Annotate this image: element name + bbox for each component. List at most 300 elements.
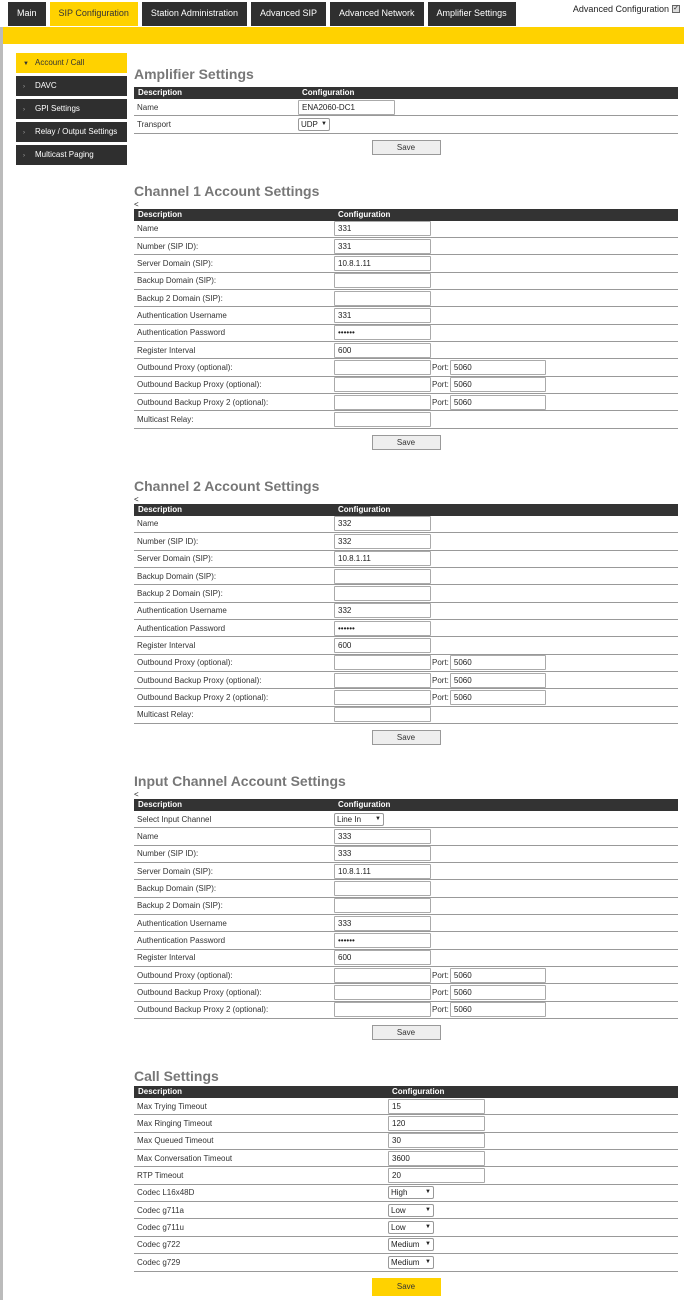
row-value [334, 933, 431, 948]
caret-down-icon: ▼ [23, 61, 29, 67]
sidebar-item-label: Multicast Paging [35, 150, 94, 159]
chevron-down-icon: ▼ [425, 1258, 431, 1265]
transport-select[interactable] [298, 118, 330, 131]
row-value [388, 1133, 485, 1148]
row-value [334, 846, 431, 861]
row-label: Authentication Password [137, 623, 226, 633]
sidebar-item-multicast-paging[interactable] [16, 145, 127, 165]
column-header-description: Description [138, 209, 183, 219]
row-value [334, 586, 431, 601]
row-value [334, 239, 431, 254]
table-row [134, 1202, 678, 1219]
outbound-backup-proxy-2-optional-input[interactable] [334, 690, 431, 705]
table-row [134, 290, 678, 307]
input-value: 120 [392, 1119, 406, 1129]
input-value: 331 [338, 241, 352, 251]
row-value [388, 1221, 434, 1234]
outbound-backup-proxy-optional-input[interactable] [334, 673, 431, 688]
save-button[interactable]: Save [372, 730, 441, 745]
table-row [134, 672, 678, 689]
tab-sip-configuration[interactable]: SIP Configuration [50, 2, 138, 26]
row-value [334, 968, 546, 983]
back-link[interactable]: < [134, 789, 139, 799]
sidebar-item-account-call[interactable] [16, 53, 127, 73]
row-label: Backup Domain (SIP): [137, 276, 217, 286]
section-call-settings [134, 1066, 678, 1295]
port-label: Port: [432, 1005, 449, 1015]
outbound-backup-proxy-optional-port-input[interactable] [450, 673, 546, 688]
table-row [134, 863, 678, 880]
input-value: 10.8.1.11 [338, 866, 371, 876]
port-label: Port: [432, 658, 449, 668]
table-row [134, 967, 678, 984]
row-label: Max Trying Timeout [137, 1101, 207, 1111]
row-label: Register Interval [137, 345, 196, 355]
table-row [134, 238, 678, 255]
row-label: Outbound Proxy (optional): [137, 970, 233, 980]
sidebar-item-label: Relay / Output Settings [35, 127, 118, 136]
row-label: Max Conversation Timeout [137, 1153, 233, 1163]
row-value [334, 360, 546, 375]
row-label: Codec g711a [137, 1205, 184, 1215]
table-row [134, 603, 678, 620]
table-row [134, 1167, 678, 1184]
table-row [134, 846, 678, 863]
outbound-backup-proxy-optional-input[interactable] [334, 377, 431, 392]
table-row [134, 1133, 678, 1150]
register-interval-input[interactable] [334, 638, 431, 653]
row-value [334, 621, 431, 636]
port-value: 5060 [453, 988, 472, 998]
row-value [388, 1099, 485, 1114]
number-sip-id-input[interactable] [334, 534, 431, 549]
row-value [334, 655, 546, 670]
section-amplifier-settings [134, 64, 678, 155]
input-value: 10.8.1.11 [338, 259, 371, 269]
row-label: Name [137, 831, 159, 841]
row-value [334, 308, 431, 323]
tab-main[interactable]: Main [8, 2, 46, 26]
outbound-proxy-optional-input[interactable] [334, 968, 431, 983]
select-input-channel-select[interactable] [334, 813, 384, 826]
accent-bar [3, 27, 684, 44]
save-button[interactable]: Save [372, 1278, 441, 1296]
table-header [134, 209, 678, 221]
row-value [298, 100, 395, 115]
codec-g711a-select[interactable] [388, 1204, 434, 1217]
row-value [334, 673, 546, 688]
save-row [134, 435, 678, 450]
sidebar-item-davc[interactable] [16, 76, 127, 96]
row-value [334, 377, 546, 392]
sidebar-item-label: DAVC [35, 81, 57, 90]
row-value [334, 881, 431, 896]
max-queued-timeout-input[interactable] [388, 1133, 485, 1148]
table-row [134, 950, 678, 967]
advanced-configuration-toggle[interactable] [573, 4, 680, 14]
section-channel-1-account-settings [134, 181, 678, 450]
input-value: 3600 [392, 1153, 410, 1163]
row-label: Backup 2 Domain (SIP): [137, 293, 223, 303]
sidebar-item-label: GPI Settings [35, 104, 80, 113]
selected-option: Medium [391, 1257, 420, 1267]
outbound-proxy-optional-input[interactable] [334, 360, 431, 375]
row-value [334, 343, 431, 358]
table-row [134, 1098, 678, 1115]
back-link[interactable]: < [134, 199, 139, 209]
section-title: Channel 1 Account Settings [134, 182, 320, 199]
chevron-down-icon: ▼ [425, 1189, 431, 1196]
server-domain-sip-input[interactable] [334, 864, 431, 879]
outbound-backup-proxy-2-optional-input[interactable] [334, 395, 431, 410]
row-value [388, 1238, 434, 1251]
sidebar [16, 53, 127, 168]
backup-2-domain-sip-input[interactable] [334, 291, 431, 306]
max-ringing-timeout-input[interactable] [388, 1116, 485, 1131]
column-header-configuration: Configuration [338, 209, 391, 219]
max-trying-timeout-input[interactable] [388, 1099, 485, 1114]
row-label: Backup Domain (SIP): [137, 571, 217, 581]
table-row [134, 116, 678, 133]
server-domain-sip-input[interactable] [334, 551, 431, 566]
table-row [134, 99, 678, 116]
row-value [334, 985, 546, 1000]
tab-amplifier-settings[interactable]: Amplifier Settings [428, 2, 516, 26]
row-value [334, 412, 431, 427]
row-label: Codec g711u [137, 1223, 184, 1233]
row-label: Authentication Username [137, 918, 227, 928]
caret-right-icon: › [23, 107, 25, 113]
table-row [134, 307, 678, 324]
authentication-password-input[interactable] [334, 325, 431, 340]
backup-domain-sip-input[interactable] [334, 273, 431, 288]
tab-advanced-sip[interactable]: Advanced SIP [251, 2, 326, 26]
input-value: 331 [338, 311, 352, 321]
table-row [134, 516, 678, 533]
advanced-configuration-checkbox[interactable]: ✓ [673, 5, 679, 12]
port-label: Port: [432, 988, 449, 998]
table-row [134, 533, 678, 550]
codec-l16x48d-select[interactable] [388, 1186, 434, 1199]
row-label: Outbound Backup Proxy (optional): [137, 988, 262, 998]
port-value: 5060 [453, 658, 472, 668]
table-row [134, 637, 678, 654]
number-sip-id-input[interactable] [334, 846, 431, 861]
row-label: Outbound Backup Proxy 2 (optional): [137, 692, 269, 702]
table-row [134, 689, 678, 706]
table-row [134, 551, 678, 568]
authentication-password-input[interactable] [334, 621, 431, 636]
sidebar-item-gpi-settings[interactable] [16, 99, 127, 119]
multicast-relay-input[interactable] [334, 707, 431, 722]
input-value: •••••• [338, 328, 355, 338]
column-header-description: Description [138, 504, 183, 514]
port-label: Port: [432, 970, 449, 980]
table-row [134, 325, 678, 342]
row-value [334, 273, 431, 288]
tab-station-administration[interactable]: Station Administration [142, 2, 247, 26]
chevron-down-icon: ▼ [375, 815, 381, 822]
input-value: 15 [392, 1101, 401, 1111]
codec-g729-select[interactable] [388, 1256, 434, 1269]
port-label: Port: [432, 380, 449, 390]
outbound-proxy-optional-port-input[interactable] [450, 655, 546, 670]
save-button[interactable]: Save [372, 140, 441, 155]
outbound-proxy-optional-port-input[interactable] [450, 968, 546, 983]
input-value: ENA2060-DC1 [302, 102, 355, 112]
table-row [134, 394, 678, 411]
sidebar-item-relay-output-settings[interactable] [16, 122, 127, 142]
save-button[interactable]: Save [372, 1025, 441, 1040]
table-row [134, 1254, 678, 1271]
table-header [134, 504, 678, 516]
row-value [334, 534, 431, 549]
row-value [388, 1204, 434, 1217]
row-label: Codec g729 [137, 1257, 181, 1267]
row-label: Max Queued Timeout [137, 1136, 214, 1146]
row-label: Number (SIP ID): [137, 536, 199, 546]
port-label: Port: [432, 363, 449, 373]
codec-g722-select[interactable] [388, 1238, 434, 1251]
row-value [334, 603, 431, 618]
row-label: Name [137, 224, 159, 234]
backup-domain-sip-input[interactable] [334, 881, 431, 896]
page-edge [0, 27, 3, 1300]
table-header [134, 799, 678, 811]
input-value: 600 [338, 953, 352, 963]
authentication-username-input[interactable] [334, 308, 431, 323]
table-row [134, 1185, 678, 1202]
section-title: Channel 2 Account Settings [134, 477, 320, 494]
row-value [334, 395, 546, 410]
input-value: 30 [392, 1136, 401, 1146]
row-value [334, 569, 431, 584]
row-label: Outbound Proxy (optional): [137, 363, 233, 373]
port-value: 5060 [453, 1005, 472, 1015]
save-button[interactable]: Save [372, 435, 441, 450]
outbound-backup-proxy-optional-port-input[interactable] [450, 985, 546, 1000]
row-label: Outbound Backup Proxy 2 (optional): [137, 397, 269, 407]
row-label: Name [137, 519, 159, 529]
input-value: 331 [338, 224, 352, 234]
row-label: Backup 2 Domain (SIP): [137, 901, 223, 911]
authentication-username-input[interactable] [334, 603, 431, 618]
register-interval-input[interactable] [334, 343, 431, 358]
row-value [334, 864, 431, 879]
row-label: Server Domain (SIP): [137, 259, 214, 269]
port-label: Port: [432, 692, 449, 702]
row-value [298, 118, 330, 131]
row-label: Authentication Password [137, 328, 226, 338]
selected-option: Line In [337, 814, 362, 824]
multicast-relay-input[interactable] [334, 412, 431, 427]
port-label: Port: [432, 675, 449, 685]
authentication-password-input[interactable] [334, 933, 431, 948]
row-value [334, 325, 431, 340]
table-row [134, 585, 678, 602]
row-label: Server Domain (SIP): [137, 866, 214, 876]
outbound-backup-proxy-2-optional-port-input[interactable] [450, 1002, 546, 1017]
chevron-down-icon: ▼ [321, 121, 327, 128]
outbound-backup-proxy-2-optional-port-input[interactable] [450, 395, 546, 410]
outbound-proxy-optional-port-input[interactable] [450, 360, 546, 375]
table-row [134, 377, 678, 394]
caret-right-icon: › [23, 130, 25, 136]
section-channel-2-account-settings [134, 476, 678, 745]
name-input[interactable] [298, 100, 395, 115]
input-value: 10.8.1.11 [338, 554, 371, 564]
table-row [134, 568, 678, 585]
table-row [134, 828, 678, 845]
port-value: 5060 [453, 692, 472, 702]
authentication-username-input[interactable] [334, 916, 431, 931]
row-value [388, 1168, 485, 1183]
save-row [134, 730, 678, 745]
row-value [334, 898, 431, 913]
input-value: 20 [392, 1171, 401, 1181]
selected-option: Low [391, 1205, 406, 1215]
selected-option: UDP [301, 120, 318, 130]
name-input[interactable] [334, 829, 431, 844]
row-label: Codec L16x48D [137, 1188, 195, 1198]
row-label: Register Interval [137, 640, 196, 650]
row-label: Outbound Proxy (optional): [137, 658, 233, 668]
row-value [334, 690, 546, 705]
caret-right-icon: › [23, 153, 25, 159]
advanced-configuration-label: Advanced Configuration [572, 4, 669, 14]
rtp-timeout-input[interactable] [388, 1168, 485, 1183]
row-label: Server Domain (SIP): [137, 554, 214, 564]
table-row [134, 1002, 678, 1019]
row-value [334, 256, 431, 271]
selected-option: Low [391, 1223, 406, 1233]
column-header-configuration: Configuration [338, 799, 391, 809]
chevron-down-icon: ▼ [425, 1224, 431, 1231]
row-label: Number (SIP ID): [137, 849, 199, 859]
outbound-backup-proxy-2-optional-input[interactable] [334, 1002, 431, 1017]
table-row [134, 1219, 678, 1236]
section-title: Amplifier Settings [134, 66, 254, 82]
column-header-description: Description [138, 88, 183, 97]
input-value: 333 [338, 831, 352, 841]
input-value: •••••• [338, 623, 355, 633]
input-value: 600 [338, 640, 352, 650]
row-label: Outbound Backup Proxy (optional): [137, 675, 262, 685]
main-content [134, 64, 678, 1296]
top-nav-tabs [8, 2, 516, 26]
row-value [388, 1186, 434, 1199]
port-label: Port: [432, 397, 449, 407]
selected-option: High [391, 1188, 408, 1198]
row-label: RTP Timeout [137, 1171, 184, 1181]
register-interval-input[interactable] [334, 950, 431, 965]
codec-g711u-select[interactable] [388, 1221, 434, 1234]
row-label: Transport [137, 120, 171, 130]
caret-right-icon: › [23, 84, 25, 90]
server-domain-sip-input[interactable] [334, 256, 431, 271]
input-value: 333 [338, 918, 352, 928]
backup-domain-sip-input[interactable] [334, 569, 431, 584]
row-value [334, 516, 431, 531]
row-value [334, 291, 431, 306]
table-row [134, 655, 678, 672]
back-link[interactable]: < [134, 494, 139, 504]
row-label: Backup Domain (SIP): [137, 883, 217, 893]
chevron-down-icon: ▼ [425, 1206, 431, 1213]
table-row [134, 932, 678, 949]
row-label: Codec g722 [137, 1240, 181, 1250]
save-row [134, 1278, 678, 1296]
outbound-backup-proxy-2-optional-port-input[interactable] [450, 690, 546, 705]
table-header [134, 1086, 678, 1098]
table-row [134, 1150, 678, 1167]
name-input[interactable] [334, 221, 431, 236]
save-row [134, 140, 678, 155]
input-value: •••••• [338, 936, 355, 946]
row-value [334, 916, 431, 931]
backup-2-domain-sip-input[interactable] [334, 898, 431, 913]
name-input[interactable] [334, 516, 431, 531]
input-value: 332 [338, 536, 352, 546]
outbound-proxy-optional-input[interactable] [334, 655, 431, 670]
row-label: Select Input Channel [137, 814, 212, 824]
row-label: Authentication Password [137, 936, 226, 946]
row-label: Backup 2 Domain (SIP): [137, 588, 223, 598]
port-value: 5060 [453, 397, 472, 407]
port-value: 5060 [453, 380, 472, 390]
row-label: Outbound Backup Proxy (optional): [137, 380, 262, 390]
chevron-down-icon: ▼ [425, 1241, 431, 1248]
row-label: Multicast Relay: [137, 710, 194, 720]
backup-2-domain-sip-input[interactable] [334, 586, 431, 601]
row-label: Outbound Backup Proxy 2 (optional): [137, 1005, 269, 1015]
table-row [134, 811, 678, 828]
row-label: Max Ringing Timeout [137, 1119, 213, 1129]
table-header [134, 87, 678, 99]
input-value: 332 [338, 606, 352, 616]
port-value: 5060 [453, 970, 472, 980]
section-title: Call Settings [134, 1068, 219, 1085]
row-value [334, 813, 384, 826]
outbound-backup-proxy-optional-port-input[interactable] [450, 377, 546, 392]
input-value: 333 [338, 849, 352, 859]
outbound-backup-proxy-optional-input[interactable] [334, 985, 431, 1000]
column-header-description: Description [138, 1087, 183, 1097]
table-row [134, 1237, 678, 1254]
port-value: 5060 [453, 675, 472, 685]
row-label: Authentication Username [137, 606, 227, 616]
table-row [134, 359, 678, 376]
row-value [334, 221, 431, 236]
table-row [134, 1115, 678, 1132]
column-header-configuration: Configuration [302, 88, 355, 97]
row-label: Number (SIP ID): [137, 241, 199, 251]
row-value [388, 1116, 485, 1131]
port-value: 5060 [453, 363, 472, 373]
number-sip-id-input[interactable] [334, 239, 431, 254]
selected-option: Medium [391, 1240, 420, 1250]
max-conversation-timeout-input[interactable] [388, 1151, 485, 1166]
table-row [134, 255, 678, 272]
tab-advanced-network[interactable]: Advanced Network [330, 2, 424, 26]
table-row [134, 620, 678, 637]
table-row [134, 411, 678, 428]
row-label: Register Interval [137, 953, 196, 963]
table-row [134, 915, 678, 932]
table-row [134, 342, 678, 359]
table-row [134, 273, 678, 290]
table-row [134, 984, 678, 1001]
